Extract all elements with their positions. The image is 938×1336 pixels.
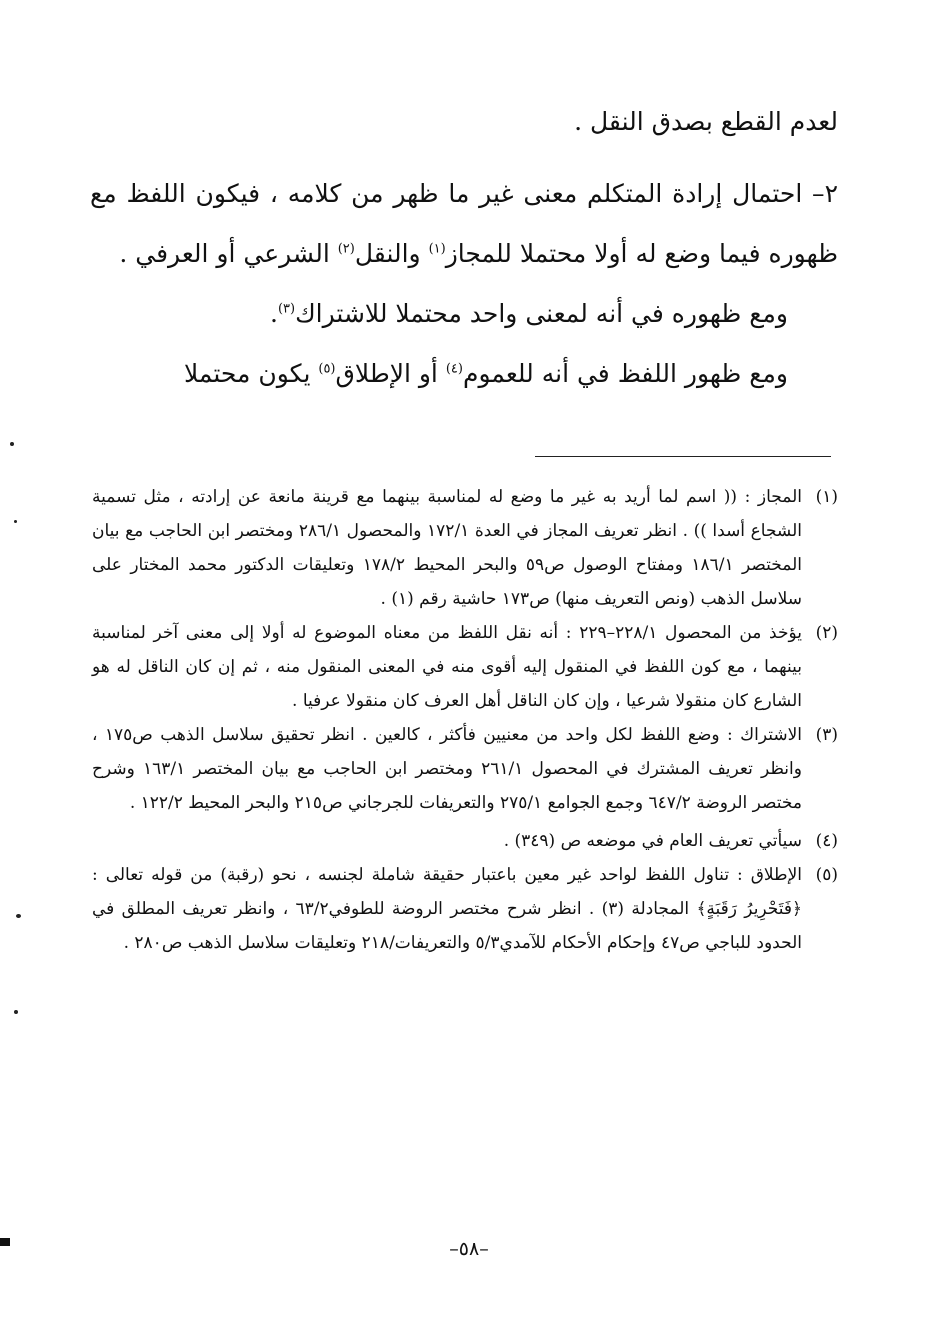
footnote-3 — [92, 718, 838, 820]
footnote-ref-4: (٤) — [445, 361, 463, 377]
paragraph-4-text-b: أو الإطلاق — [335, 359, 446, 388]
footnote-number: (٥) — [815, 865, 838, 885]
footnote-ref-3: (٣) — [277, 301, 296, 317]
paragraph-3-text-b: . — [269, 299, 278, 328]
footnote-text: سيأتي تعريف العام في موضعه ص (٣٤٩) . — [503, 831, 802, 851]
footnote-text: الاشتراك : وضع اللفظ لكل واحد من معنيين فأكثر ، كالعين . انظر تحقيق سلاسل الذهب ص١٧٥ ، وانظر تعريف المشترك في المحصول ٢٦١/١ ومختصر ابن الحاجب مع بيان المختصر ١٦٣/١ وشرح مختصر الروضة ٦٤٧/٢ وجمع الجوامع ٢٧٥/١ والتعريفات للجرجاني ص٢١٥ والبحر المحيط ١٢٢/٢ . — [92, 725, 802, 813]
binding-mark — [0, 1238, 10, 1246]
paragraph-3 — [90, 284, 838, 344]
footnote-text: المجاز : (( اسم لما أريد به غير ما وضع له لمناسبة بينهما مع قرينة مانعة عن إرادته ، مثل تسمية الشجاع أسدا )) . انظر تعريف المجاز في العدة ١٧٢/١ والمحصول ٢٨٦/١ ومختصر ابن الحاجب مع بيان المختصر ١٨٦/١ ومفتاح الوصول ص٥٩ والبحر المحيط ١٧٨/٢ وتعليقات الدكتور محمد المختار على سلاسل الذهب (ونص التعريف منها) ص١٧٣ حاشية رقم (١) . — [92, 487, 803, 609]
paragraph-2-text-a: ٢– احتمال إرادة المتكلم معنى غير ما ظهر من كلامه ، فيكون اللفظ مع ظهوره فيما وضع له أولا محتملا للمجاز — [90, 179, 838, 268]
paragraph-3-text-a: ومع ظهوره في أنه لمعنى واحد محتملا للاشتراك — [295, 299, 788, 328]
footnote-text: يؤخذ من المحصول ٢٢٨/١–٢٢٩ : أنه نقل اللفظ من معناه الموضوع له أولا إلى معنى آخر لمناسبة بينهما ، مع كون اللفظ في المنقول إليه أقوى منه في المعنى المنقول منه ، ثم إن كان الناقل له هو الشارع كان منقولا شرعيا ، وإن كان الناقل أهل العرف كان منقولا عرفيا . — [92, 623, 802, 711]
footnote-2 — [92, 616, 838, 718]
main-text — [90, 92, 838, 404]
scan-speck — [10, 442, 14, 446]
footnote-5 — [92, 858, 838, 960]
footnote-text: الإطلاق : تناول اللفظ لواحد غير معين باعتبار حقيقة شاملة لجنسه ، نحو (رقبة) من قوله تعالى : ﴿فَتَحْرِيرُ رَقَبَةٍ﴾ المجادلة (٣) . انظر شرح مختصر الروضة للطوفي٦٣/٢ ، وانظر تعريف المطلق في الحدود للباجي ص٤٧ وإحكام الأحكام للآمدي٥/٣ والتعريفات/٢١٨ وتعليقات سلاسل الذهب ص٢٨٠ . — [92, 865, 802, 953]
scan-speck — [14, 520, 17, 523]
footnote-1 — [92, 480, 838, 616]
footnote-number: (٣) — [815, 725, 838, 745]
scan-speck — [16, 914, 21, 918]
paragraph-4-text-c: يكون محتملا — [183, 359, 319, 388]
paragraph-2-text-b: والنقل — [354, 239, 429, 268]
footnote-number: (١) — [815, 487, 838, 507]
paragraph-2 — [90, 164, 838, 284]
footnote-ref-2: (٢) — [337, 241, 355, 257]
page-number: –٥٨– — [449, 1238, 489, 1260]
paragraph-4-text-a: ومع ظهور اللفظ في أنه للعموم — [462, 359, 788, 388]
footnote-number: (٢) — [815, 623, 838, 643]
paragraph-4 — [90, 344, 838, 404]
footnote-ref-1: (١) — [428, 241, 446, 257]
footnote-separator — [535, 456, 831, 457]
footnote-number: (٤) — [815, 831, 838, 851]
footnote-4 — [92, 824, 838, 858]
paragraph-1: لعدم القطع بصدق النقل . — [574, 107, 838, 136]
scan-speck — [14, 1010, 18, 1014]
paragraph-2-text-c: الشرعي أو العرفي . — [119, 239, 338, 268]
footnotes — [92, 480, 838, 960]
footnote-ref-5: (٥) — [318, 361, 336, 377]
